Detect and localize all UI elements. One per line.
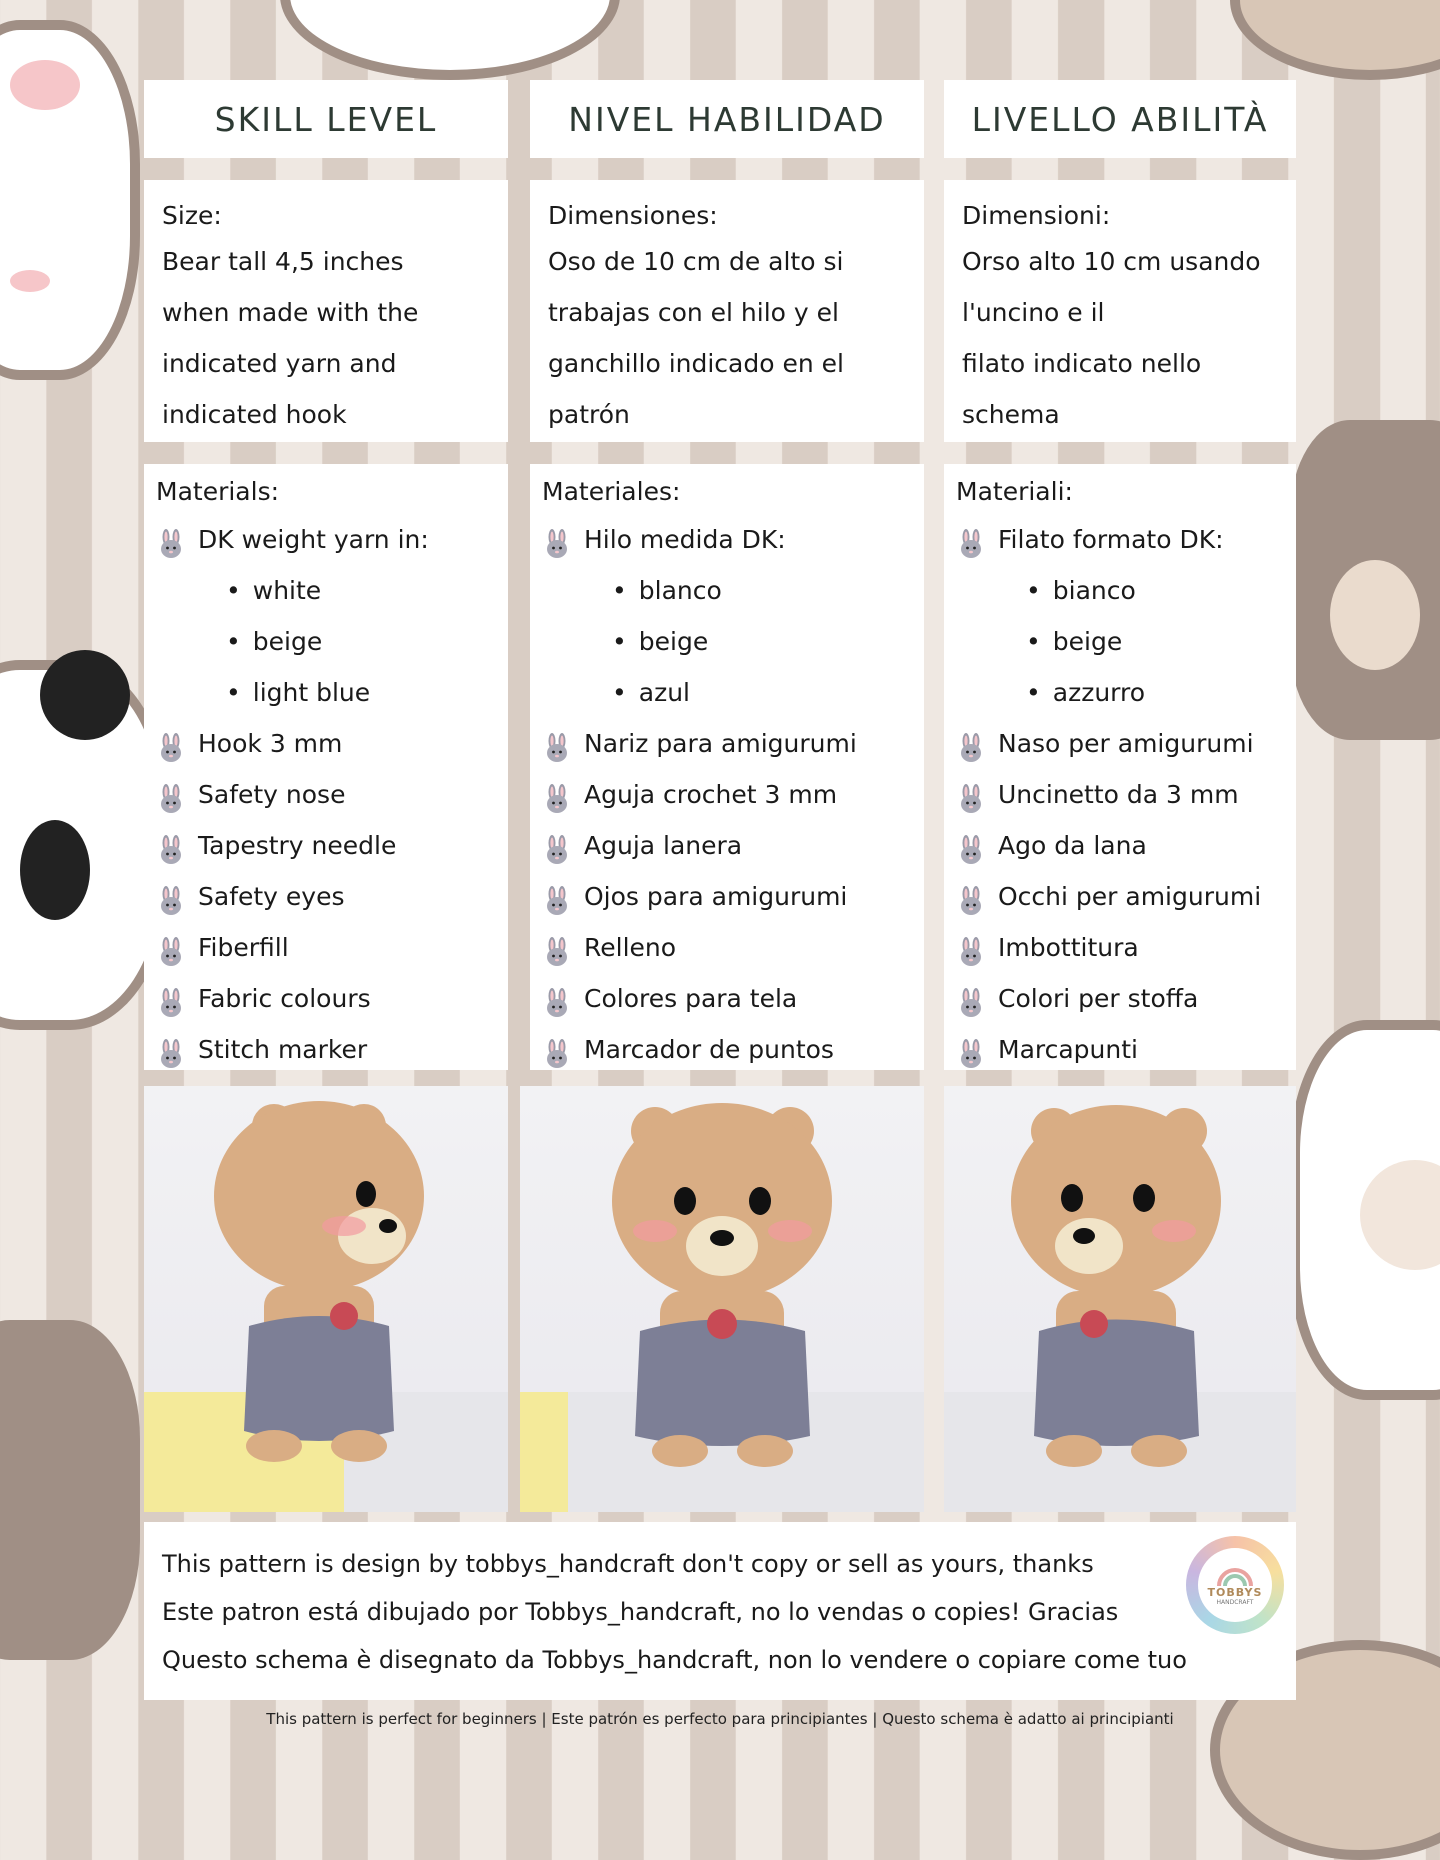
beginner-tagline: This pattern is perfect for beginners | Este patrón es perfecto para principiantes | Questo schema è adatto ai principianti — [266, 1710, 1174, 1728]
bunny-icon — [542, 1035, 572, 1065]
material-item — [956, 922, 1284, 973]
header-text: NIVEL HABILIDAD — [568, 99, 886, 139]
bunny-icon — [156, 933, 186, 963]
color-item: • azul — [542, 667, 912, 718]
material-text: Occhi per amigurumi — [998, 882, 1262, 911]
bunny-icon — [956, 933, 986, 963]
material-text: Nariz para amigurumi — [584, 729, 857, 758]
bunny-icon — [542, 882, 572, 912]
material-item — [956, 973, 1284, 1024]
bear-decoration-top-right — [1230, 0, 1440, 80]
material-item — [542, 871, 912, 922]
material-item — [956, 1024, 1284, 1075]
bunny-icon — [956, 525, 986, 555]
material-item — [156, 871, 496, 922]
material-item — [956, 820, 1284, 871]
size-title: Dimensiones: — [548, 201, 718, 230]
size-line: Bear tall 4,5 inches — [162, 247, 404, 276]
size-line: Oso de 10 cm de alto si — [548, 247, 844, 276]
material-text: Ago da lana — [998, 831, 1147, 860]
header-livello-abilita — [944, 80, 1296, 158]
color-item: • blanco — [542, 565, 912, 616]
size-title: Dimensioni: — [962, 201, 1111, 230]
material-text: Hilo medida DK: — [584, 525, 786, 554]
bear-decoration-top-center — [280, 0, 620, 80]
material-text: Naso per amigurumi — [998, 729, 1254, 758]
bunny-icon — [156, 831, 186, 861]
material-item — [542, 769, 912, 820]
bear-photo-front — [520, 1086, 924, 1512]
size-card-es — [530, 180, 924, 442]
material-text: Safety eyes — [198, 882, 345, 911]
material-text: Hook 3 mm — [198, 729, 343, 758]
color-item: • light blue — [156, 667, 496, 718]
bear-decoration-right-brown — [1290, 420, 1440, 740]
bunny-icon — [156, 882, 186, 912]
header-text: LIVELLO ABILITÀ — [971, 99, 1269, 139]
bunny-icon — [956, 729, 986, 759]
material-item — [156, 820, 496, 871]
material-text: Safety nose — [198, 780, 346, 809]
bunny-icon — [542, 780, 572, 810]
material-text: Imbottitura — [998, 933, 1139, 962]
material-item — [542, 514, 912, 565]
bunny-icon — [956, 831, 986, 861]
materials-card-en — [144, 464, 508, 1070]
material-text: Colori per stoffa — [998, 984, 1199, 1013]
material-text: Fiberfill — [198, 933, 289, 962]
size-line: when made with the — [162, 298, 419, 327]
materials-card-it — [944, 464, 1296, 1070]
size-line: ganchillo indicado en el — [548, 349, 844, 378]
bunny-icon — [956, 780, 986, 810]
header-nivel-habilidad — [530, 80, 924, 158]
material-text: Aguja crochet 3 mm — [584, 780, 838, 809]
header-skill-level — [144, 80, 508, 158]
bear-photo-side — [144, 1086, 508, 1512]
color-item: • white — [156, 565, 496, 616]
material-item — [956, 769, 1284, 820]
copyright-line-es: Este patron está dibujado por Tobbys_handcraft, no lo vendas o copies! Gracias — [162, 1598, 1119, 1626]
size-line: indicated hook — [162, 400, 347, 429]
bunny-icon — [956, 1035, 986, 1065]
bunny-icon — [542, 831, 572, 861]
material-item — [542, 1024, 912, 1075]
size-line: l'uncino e il — [962, 298, 1105, 327]
size-line: indicated yarn and — [162, 349, 397, 378]
color-item: • beige — [956, 616, 1284, 667]
material-text: Fabric colours — [198, 984, 371, 1013]
materials-card-es — [530, 464, 924, 1070]
copyright-line-en: This pattern is design by tobbys_handcraft don't copy or sell as yours, thanks — [162, 1550, 1094, 1578]
bunny-icon — [542, 984, 572, 1014]
material-text: DK weight yarn in: — [198, 525, 429, 554]
bear-decoration-bottom-left — [0, 1320, 140, 1660]
material-item — [542, 922, 912, 973]
bear-decoration-top-left — [0, 20, 140, 380]
material-text: Relleno — [584, 933, 677, 962]
bunny-icon — [956, 882, 986, 912]
size-card-en — [144, 180, 508, 442]
logo-text: TOBBYS — [1207, 1586, 1263, 1599]
brand-logo — [1186, 1536, 1284, 1634]
header-text: SKILL LEVEL — [214, 99, 438, 139]
color-item: • beige — [156, 616, 496, 667]
material-item — [156, 514, 496, 565]
material-text: Marcador de puntos — [584, 1035, 834, 1064]
bunny-icon — [156, 729, 186, 759]
material-item — [542, 973, 912, 1024]
bunny-icon — [156, 984, 186, 1014]
material-item — [156, 718, 496, 769]
material-item — [156, 769, 496, 820]
material-item — [156, 973, 496, 1024]
copyright-notice — [144, 1522, 1296, 1700]
bunny-icon — [156, 1035, 186, 1065]
bunny-icon — [542, 933, 572, 963]
material-item — [956, 871, 1284, 922]
material-item — [956, 514, 1284, 565]
size-line: Orso alto 10 cm usando — [962, 247, 1261, 276]
material-item — [542, 718, 912, 769]
copyright-line-it: Questo schema è disegnato da Tobbys_handcraft, non lo vendere o copiare come tuo — [162, 1646, 1187, 1674]
color-item: • beige — [542, 616, 912, 667]
bunny-icon — [542, 729, 572, 759]
materials-title: Materiales: — [542, 477, 681, 506]
size-card-it — [944, 180, 1296, 442]
bunny-icon — [542, 525, 572, 555]
materials-title: Materiali: — [956, 477, 1073, 506]
material-item — [156, 922, 496, 973]
bunny-icon — [156, 780, 186, 810]
material-item — [156, 1024, 496, 1075]
amigurumi-bear-figure — [520, 1086, 924, 1512]
size-line: patrón — [548, 400, 630, 429]
material-text: Aguja lanera — [584, 831, 743, 860]
logo-subtext: HANDCRAFT — [1216, 1599, 1254, 1606]
materials-title: Materials: — [156, 477, 280, 506]
size-line: filato indicato nello — [962, 349, 1202, 378]
material-item — [542, 820, 912, 871]
bunny-icon — [156, 525, 186, 555]
rainbow-icon — [1215, 1564, 1255, 1586]
material-text: Stitch marker — [198, 1035, 368, 1064]
amigurumi-bear-figure — [144, 1086, 508, 1512]
material-text: Ojos para amigurumi — [584, 882, 848, 911]
bear-decoration-right-white — [1290, 1020, 1440, 1400]
bunny-icon — [956, 984, 986, 1014]
material-text: Colores para tela — [584, 984, 798, 1013]
bear-photo-angle — [944, 1086, 1296, 1512]
color-item: • azzurro — [956, 667, 1284, 718]
amigurumi-bear-figure — [944, 1086, 1296, 1512]
material-text: Filato formato DK: — [998, 525, 1224, 554]
size-title: Size: — [162, 201, 222, 230]
material-text: Tapestry needle — [198, 831, 397, 860]
color-item: • bianco — [956, 565, 1284, 616]
material-item — [956, 718, 1284, 769]
size-line: trabajas con el hilo y el — [548, 298, 839, 327]
material-text: Marcapunti — [998, 1035, 1138, 1064]
material-text: Uncinetto da 3 mm — [998, 780, 1239, 809]
size-line: schema — [962, 400, 1060, 429]
